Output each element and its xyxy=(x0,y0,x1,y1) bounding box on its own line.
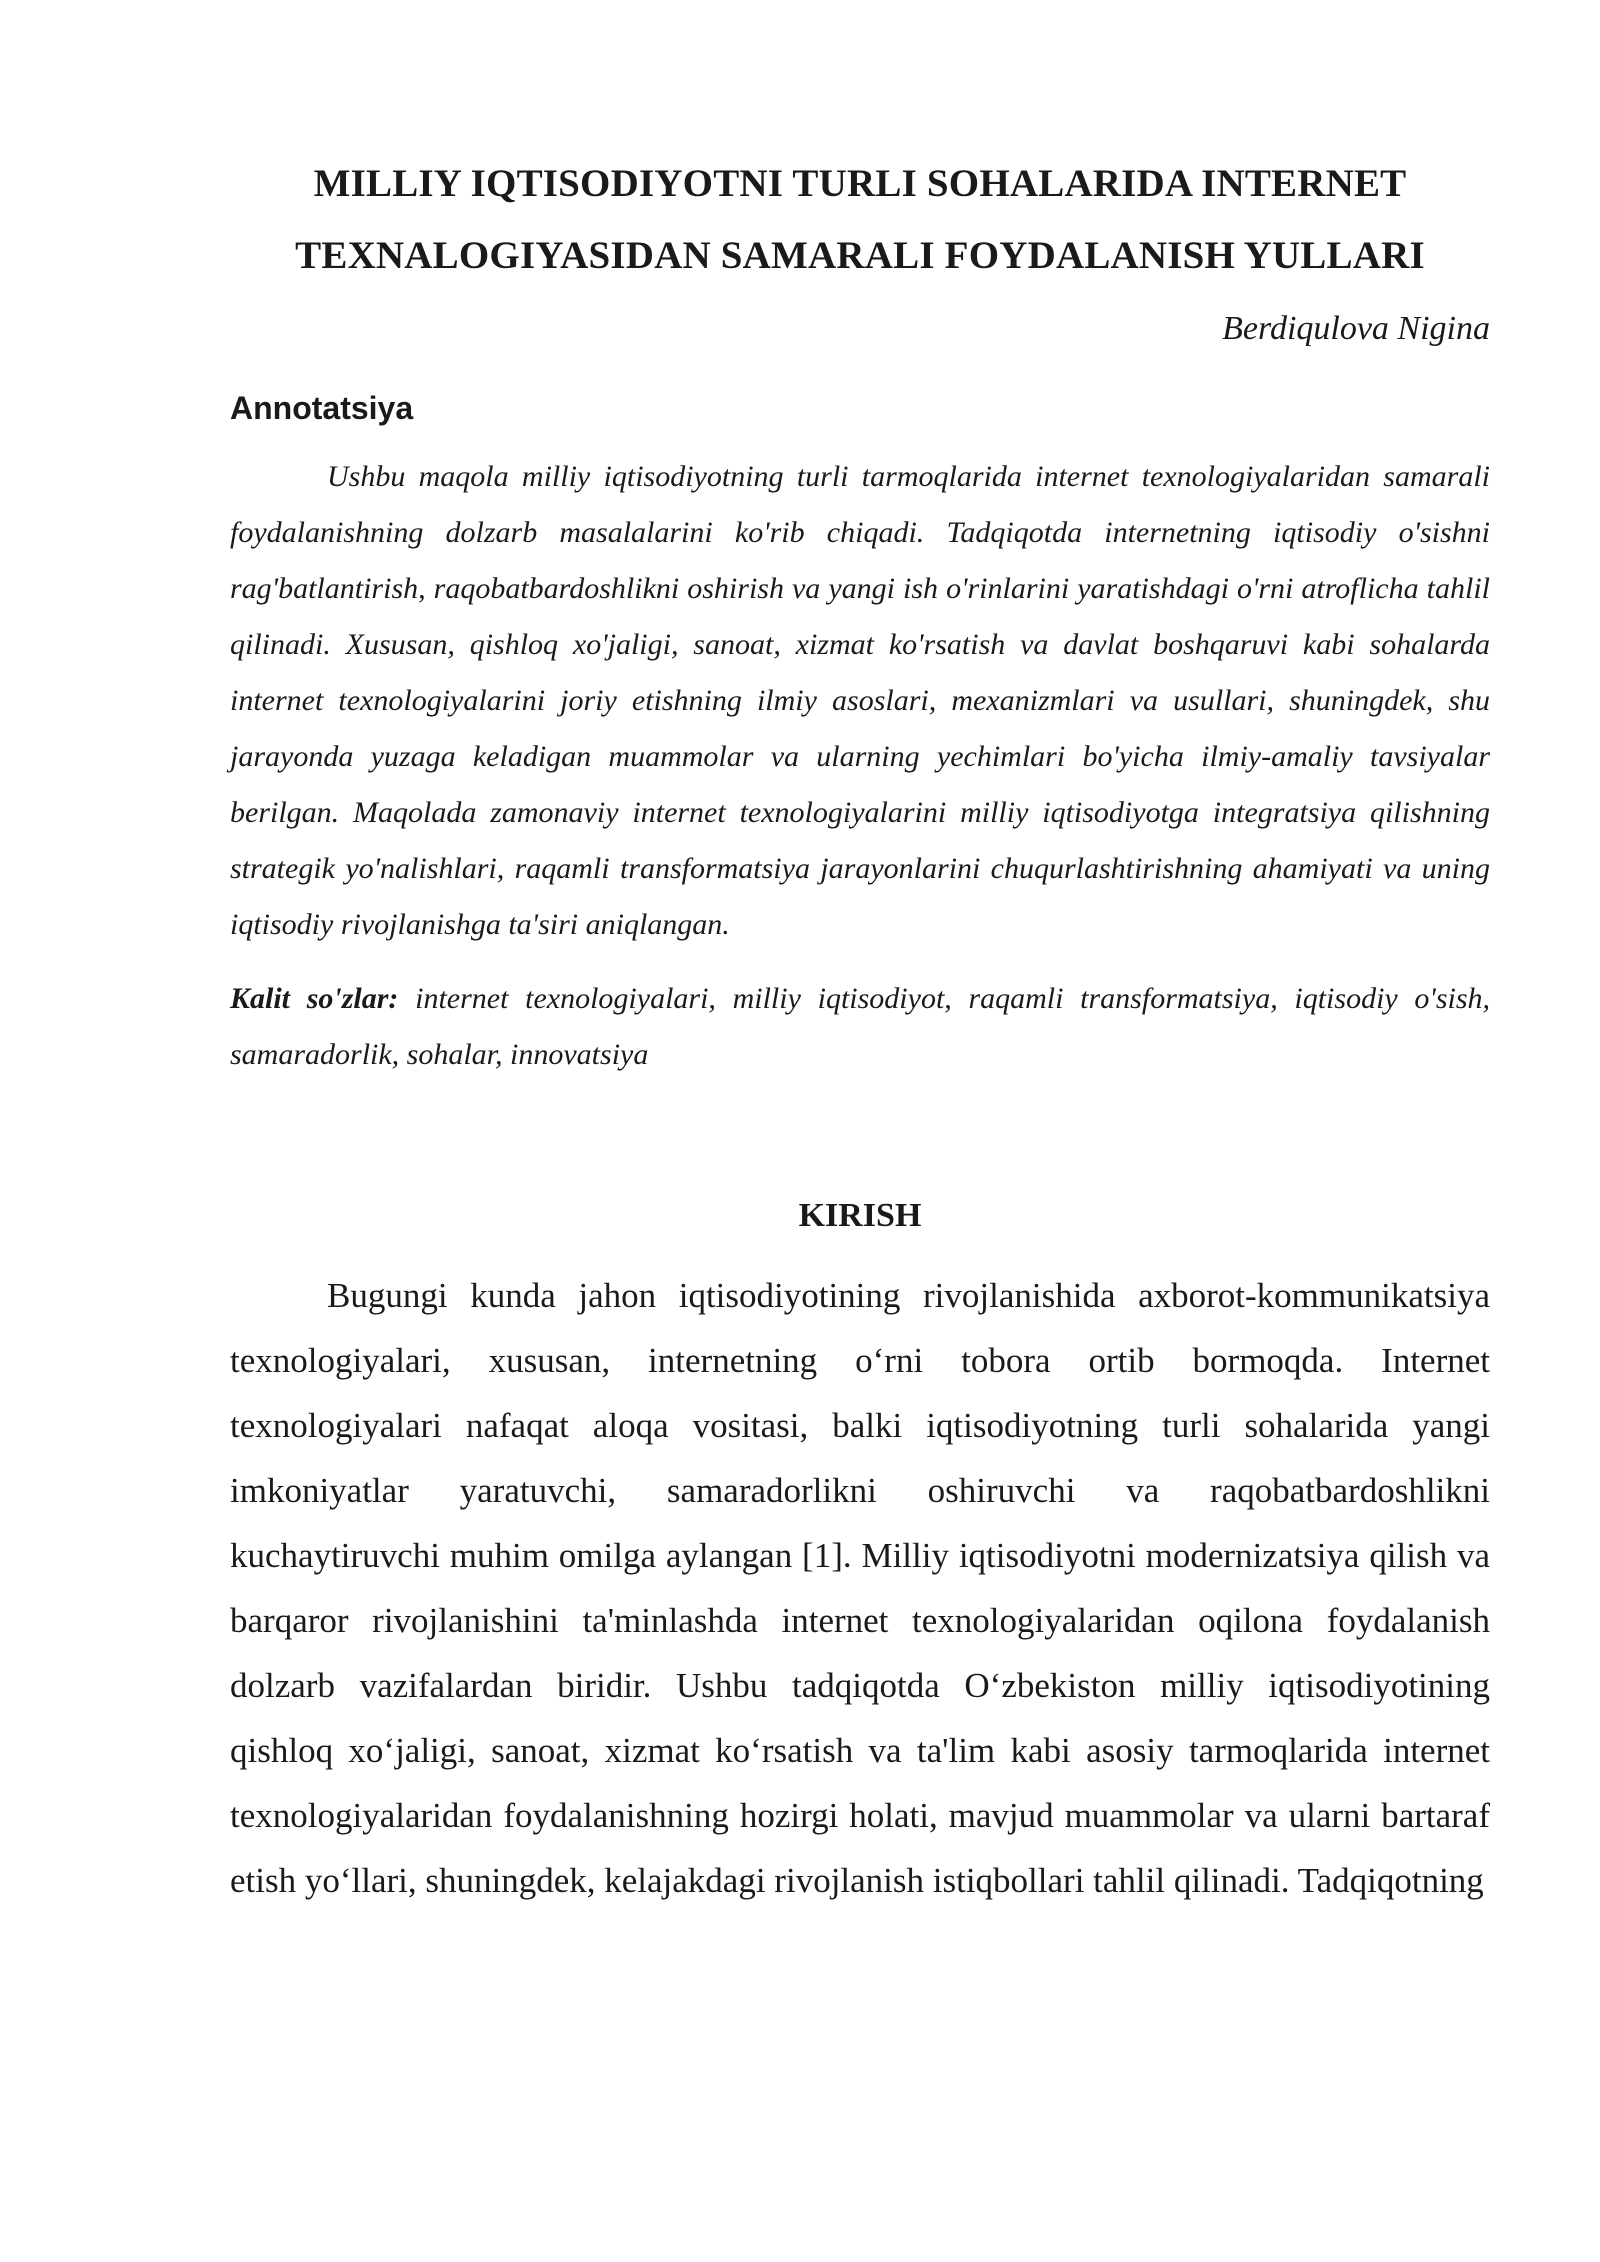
intro-paragraph: Bugungi kunda jahon iqtisodiyotining rivojlanishida axborot-kommunikatsiya texnologiyalari, xususan, internetning o‘rni tobora ortib bormoqda. Internet texnologiyalari nafaqat aloqa vositasi, balki iqtisodiyotning turli sohalarida yangi imkoniyatlar yaratuvchi, samaradorlikni oshiruvchi va raqobatbardoshlikni kuchaytiruvchi muhim omilga aylangan [1]. Milliy iqtisodiyotni modernizatsiya qilish va barqaror rivojlanishini ta'minlashda internet texnologiyalaridan oqilona foydalanish dolzarb vazifalardan biridir. Ushbu tadqiqotda O‘zbekiston milliy iqtisodiyotining qishloq xo‘jaligi, sanoat, xizmat ko‘rsatish va ta'lim kabi asosiy tarmoqlarida internet texnologiyalaridan foydalanishning hozirgi holati, mavjud muammolar va ularni bartaraf etish yo‘llari, shuningdek, kelajakdagi rivojlanish istiqbollari tahlil qilinadi. Tadqiqotning xyxy=(230,1276,1490,1900)
author-name: Berdiqulova Nigina xyxy=(1222,310,1490,347)
keywords-list: internet texnologiyalari, milliy iqtisodiyot, raqamli transformatsiya, iqtisodiy o'sish, samaradorlik, sohalar, innovatsiya xyxy=(230,982,1491,1071)
section-heading-intro: KIRISH xyxy=(798,1197,922,1234)
keywords-label: Kalit so'zlar: xyxy=(230,982,399,1015)
annotation-heading: Annotatsiya xyxy=(230,390,414,426)
page-content xyxy=(230,148,1490,1913)
paper-title: MILLIY IQTISODIYOTNI TURLI SOHALARIDA INTERNET TEXNALOGIYASIDAN SAMARALI FOYDALANISH YULLARI xyxy=(295,162,1425,277)
keywords-line xyxy=(230,971,1490,1083)
abstract-paragraph: Ushbu maqola milliy iqtisodiyotning turli tarmoqlarida internet texnologiyalaridan samarali foydalanishning dolzarb masalalarini ko'rib chiqadi. Tadqiqotda internetning iqtisodiy o'sishni rag'batlantirish, raqobatbardoshlikni oshirish va yangi ish o'rinlarini yaratishdagi o'rni atroflicha tahlil qilinadi. Xususan, qishloq xo'jaligi, sanoat, xizmat ko'rsatish va davlat boshqaruvi kabi sohalarda internet texnologiyalarini joriy etishning ilmiy asoslari, mexanizmlari va usullari, shuningdek, shu jarayonda yuzaga keladigan muammolar va ularning yechimlari bo'yicha ilmiy-amaliy tavsiyalar berilgan. Maqolada zamonaviy internet texnologiyalarini milliy iqtisodiyotga integratsiya qilishning strategik yo'nalishlari, raqamli transformatsiya jarayonlarini chuqurlashtirishning ahamiyati va uning iqtisodiy rivojlanishga ta'siri aniqlangan. xyxy=(230,460,1490,941)
